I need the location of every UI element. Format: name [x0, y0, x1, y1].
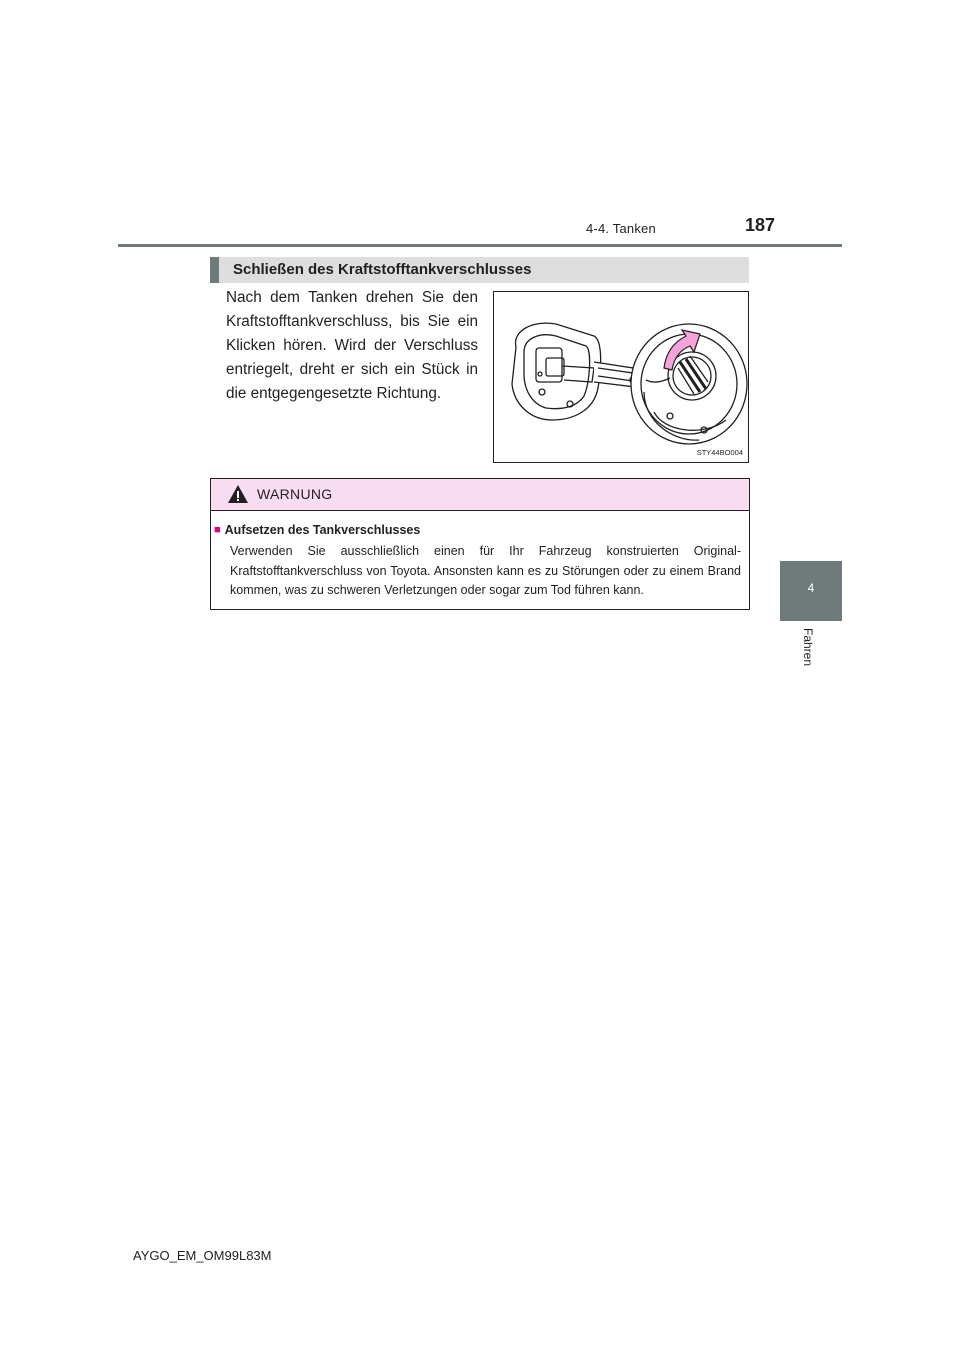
section-heading-text: Schließen des Kraftstofftankverschlusses: [233, 261, 532, 278]
section-heading: [210, 257, 749, 283]
warning-title: WARNUNG: [257, 486, 333, 502]
square-bullet-icon: ■: [214, 524, 221, 536]
warning-header: [211, 479, 749, 511]
chapter-tab: [780, 561, 842, 621]
header-rule: [118, 244, 842, 247]
warning-box: [210, 478, 750, 610]
fuel-cap-figure: [493, 291, 749, 463]
warning-item-text: Verwenden Sie ausschließlich einen für Ihr Fahrzeug konstruierten Original-Kraftstofftankverschluss von Toyota. Ansonsten kann es zu Störungen oder zu einem Brand kommen, was zu schweren Verletzungen oder sogar zum Tod führen kann.: [230, 544, 741, 597]
chapter-name: Fahren: [801, 628, 815, 667]
warning-item-title-text: Aufsetzen des Tankverschlusses: [224, 523, 421, 537]
header-section-title: 4-4. Tanken: [586, 221, 656, 236]
body-paragraph: Nach dem Tanken drehen Sie den Kraftstofftankverschluss, bis Sie ein Klicken hören. Wird der Verschluss entriegelt, dreht er sich ein Stück in die entgegengesetzte Richtung.: [226, 289, 478, 402]
page-number: 187: [745, 215, 776, 235]
manual-code: AYGO_EM_OM99L83M: [133, 1248, 272, 1263]
chapter-number: 4: [807, 581, 815, 595]
warning-item-title: [214, 523, 420, 537]
fuel-cap-illustration: [494, 292, 750, 464]
warning-triangle-icon: [227, 484, 249, 504]
figure-code: STY44BO004: [696, 448, 743, 457]
